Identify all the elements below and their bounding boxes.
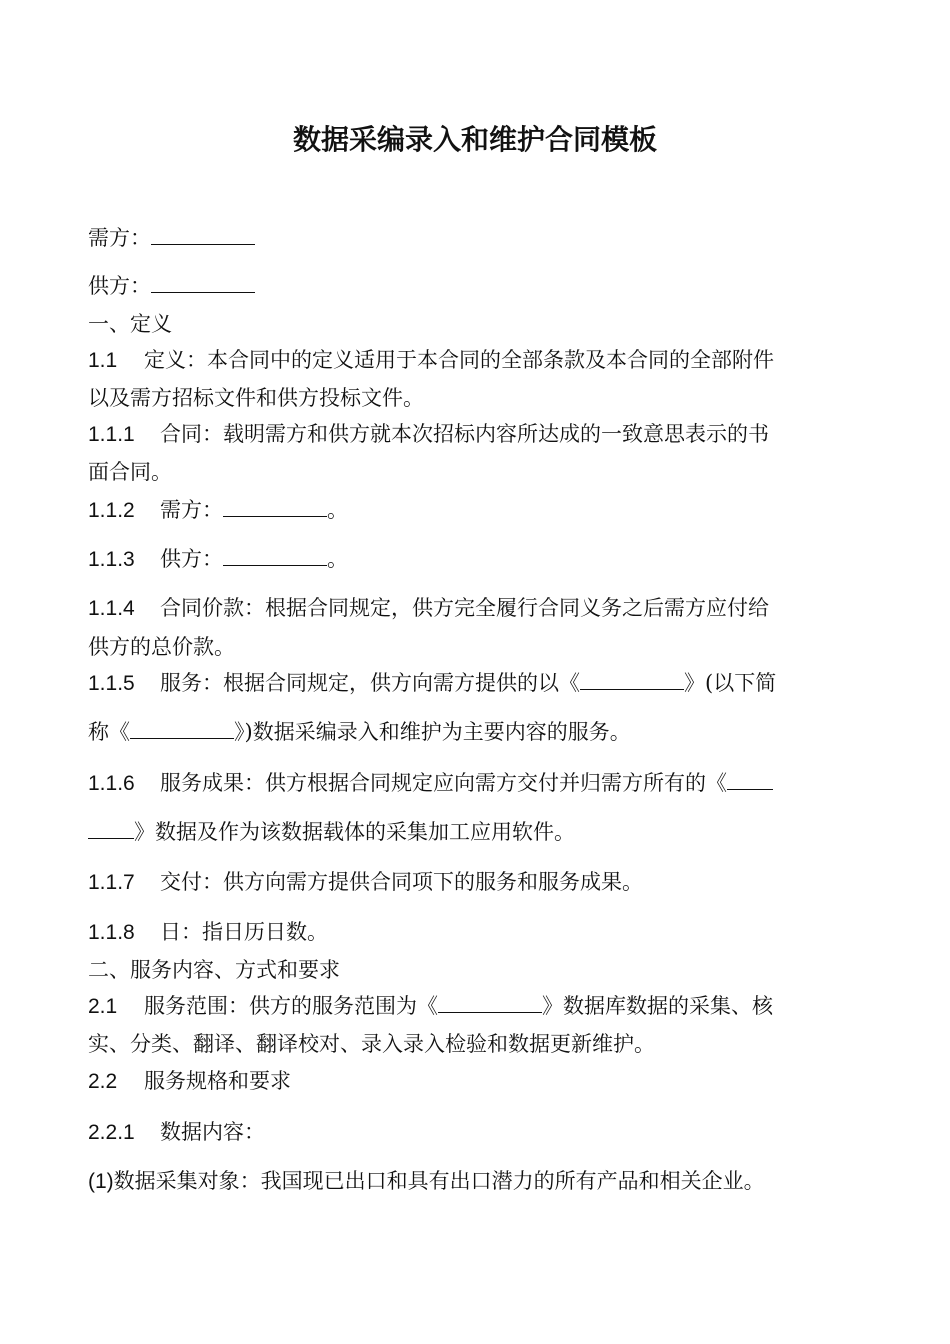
clause-1-1-6-line-b [88,814,868,850]
supplier-blank [151,270,255,293]
clause-1-1-2 [88,492,868,529]
clause-text: 称《 [88,720,130,744]
clause-text: 供方： [160,547,223,571]
clause-number: 1.1.7 [88,871,135,894]
item-number: (1) [88,1170,114,1193]
clause-text: 服务规格和要求 [144,1069,291,1093]
clause-2-2-1 [88,1114,868,1151]
clause-2-2 [88,1063,868,1100]
service-name-blank [580,667,684,690]
item-1 [88,1163,868,1200]
clause-1-1-5-line-b [88,714,868,750]
clause-1-1-7 [88,864,868,901]
clause-text: 》)数据采编录入和维护为主要内容的服务。 [234,720,631,744]
deliverable-blank-a [727,767,773,790]
clause-text: 需方： [160,498,223,522]
clause-number: 1.1.5 [88,672,135,695]
clause-1-1-3 [88,541,868,578]
clause-number: 1.1.1 [88,423,135,446]
deliverable-blank-b [88,816,134,839]
buyer-blank [151,222,255,245]
clause-number: 2.2.1 [88,1121,135,1144]
clause-2-1-line-a [88,988,868,1025]
period: 。 [327,498,348,522]
period: 。 [327,547,348,571]
document-title: 数据采编录入和维护合同模板 [292,123,657,156]
buyer-name-blank [223,494,327,517]
clause-text: 服务范围：供方的服务范围为《 [144,994,438,1018]
clause-number: 1.1.4 [88,597,135,620]
clause-1-1-4-line-b: 供方的总价款。 [88,635,235,659]
clause-number: 1.1.8 [88,921,135,944]
supplier-name-blank [223,543,327,566]
clause-1-1-6-line-a [88,765,868,802]
clause-2-1-line-b: 实、分类、翻译、翻译校对、录入录入检验和数据更新维护。 [88,1032,655,1056]
clause-number: 2.2 [88,1070,118,1093]
clause-text: 》(以下简 [684,671,777,695]
clause-1-1-line-b: 以及需方招标文件和供方投标文件。 [88,386,424,410]
clause-1-1-5-line-a [88,665,868,702]
clause-1-1-4-line-a [88,590,868,627]
clause-text: 交付：供方向需方提供合同项下的服务和服务成果。 [160,870,643,894]
section-1-heading: 一、定义 [88,312,172,336]
short-name-blank [130,716,234,739]
section-2-heading: 二、服务内容、方式和要求 [88,958,340,982]
clause-1-1-8 [88,914,868,951]
item-text: 数据采集对象：我国现已出口和具有出口潜力的所有产品和相关企业。 [113,1169,765,1193]
clause-text: 服务成果：供方根据合同规定应向需方交付并归需方所有的《 [160,771,727,795]
clause-text: 定义：本合同中的定义适用于本合同的全部条款及本合同的全部附件 [144,348,774,372]
clause-number: 1.1.6 [88,772,135,795]
clause-text: 合同价款：根据合同规定，供方完全履行合同义务之后需方应付给 [160,596,769,620]
supplier-label: 供方： [88,274,151,298]
clause-text: 数据内容： [160,1120,265,1144]
supplier-line [88,268,868,304]
clause-text: 日：指日历日数。 [160,920,328,944]
buyer-line [88,220,868,256]
clause-1-1-1-line-a [88,416,868,453]
clause-text: 》数据库数据的采集、核 [542,994,773,1018]
clause-text: 》数据及作为该数据载体的采集加工应用软件。 [134,820,575,844]
buyer-label: 需方： [88,226,151,250]
database-name-blank [438,990,542,1013]
clause-number: 1.1.2 [88,499,135,522]
clause-number: 1.1 [88,349,118,372]
clause-text: 服务：根据合同规定，供方向需方提供的以《 [160,671,580,695]
clause-1-1-1-line-b: 面合同。 [88,460,172,484]
clause-number: 1.1.3 [88,548,135,571]
clause-number: 2.1 [88,995,118,1018]
clause-1-1-line-a [88,342,868,379]
clause-text: 合同：载明需方和供方就本次招标内容所达成的一致意思表示的书 [160,422,769,446]
